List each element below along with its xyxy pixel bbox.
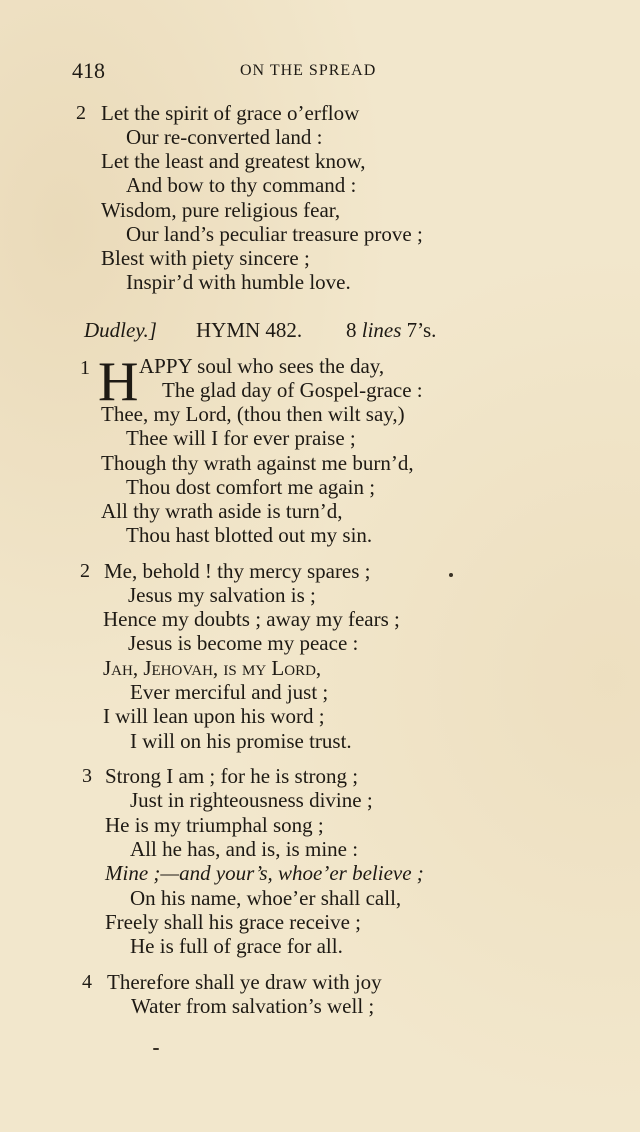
verse-line: Freely shall his grace receive ; <box>105 910 361 934</box>
verse-line: Jesus my salvation is ; <box>128 583 316 607</box>
verse-number: 3 <box>82 765 92 787</box>
verse-line: Let the spirit of grace o’erflow <box>101 101 360 125</box>
verse-line: Hence my doubts ; away my fears ; <box>103 607 400 631</box>
verse-line: On his name, whoe’er shall call, <box>130 886 402 910</box>
ink-speck <box>449 573 453 577</box>
page-header <box>72 58 412 88</box>
verse-line: Strong I am ; for he is strong ; <box>105 764 359 788</box>
verse-line: All he has, and is, is mine : <box>130 837 359 861</box>
verse-line: Water from salvation’s well ; <box>131 994 375 1018</box>
meter-type: 7’s. <box>406 318 437 342</box>
verse-line: I will lean upon his word ; <box>103 704 325 728</box>
verse-line: Though thy wrath against me burn’d, <box>101 451 414 475</box>
drop-cap: H <box>98 351 139 413</box>
hymn-meter <box>346 318 436 343</box>
verse-number: 2 <box>80 560 90 582</box>
verse-line: APPY soul who sees the day, <box>139 354 385 378</box>
ink-speck <box>153 1048 159 1050</box>
verse-line: Let the least and greatest know, <box>101 149 366 173</box>
hymn-heading <box>84 318 504 343</box>
verse-line: Jesus is become my peace : <box>128 631 359 655</box>
verse-line: And bow to thy command : <box>126 173 357 197</box>
tune-name: Dudley.] <box>84 318 157 342</box>
verse-line: Wisdom, pure religious fear, <box>101 198 341 222</box>
verse-number: 1 <box>80 357 90 379</box>
meter-count: 8 <box>346 318 357 342</box>
verse-line: Thee will I for ever praise ; <box>126 426 356 450</box>
verse-line: Inspir’d with humble love. <box>126 270 351 294</box>
verse-number: 4 <box>82 971 92 993</box>
verse-line: Thee, my Lord, (thou then wilt say,) <box>101 402 405 426</box>
verse-line: All thy wrath aside is turn’d, <box>101 499 343 523</box>
verse-line: I will on his promise trust. <box>130 729 352 753</box>
page-number: 418 <box>72 58 105 83</box>
verse-line: He is full of grace for all. <box>130 934 343 958</box>
verse-line: Just in righteousness divine ; <box>130 788 373 812</box>
verse-line: Ever merciful and just ; <box>130 680 329 704</box>
verse-line: Me, behold ! thy mercy spares ; <box>104 559 371 583</box>
verse-line: Therefore shall ye draw with joy <box>107 970 382 994</box>
meter-word: lines <box>361 318 402 342</box>
verse-number: 2 <box>76 102 86 124</box>
verse-line: He is my triumphal song ; <box>105 813 324 837</box>
verse-line: Thou hast blotted out my sin. <box>126 523 373 547</box>
verse-line: Jah, Jehovah, is my Lord, <box>103 656 322 680</box>
verse-line: Mine ;—and your’s, whoe’er believe ; <box>105 861 424 885</box>
verse-line: Our land’s peculiar treasure prove ; <box>126 222 423 246</box>
verse-line: Blest with piety sincere ; <box>101 246 310 270</box>
verse-line: Thou dost comfort me again ; <box>126 475 376 499</box>
running-title: ON THE SPREAD <box>240 62 377 79</box>
hymn-title: HYMN 482. <box>196 318 303 342</box>
verse-line: Our re-converted land : <box>126 125 323 149</box>
verse-line: The glad day of Gospel-grace : <box>162 378 423 402</box>
